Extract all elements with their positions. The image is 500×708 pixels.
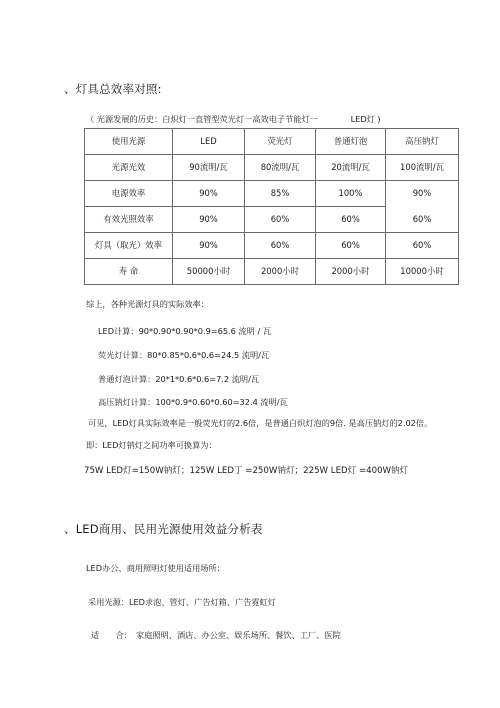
table-cell: 90% bbox=[173, 207, 245, 233]
table-cell: 90% bbox=[386, 181, 459, 207]
table-row bbox=[85, 207, 459, 233]
table-header-cell: 普通灯泡 bbox=[316, 129, 386, 155]
table-cell: 85% bbox=[245, 181, 316, 207]
calc-line-sodium: 高压钠灯计算：100*0.9*0.60*0.60=32.4 流明/瓦 bbox=[98, 397, 288, 407]
conclusion-text: 可见，LED灯具实际效率是一般荧光灯的2.6倍，是普通白炽灯泡的9倍. 是高压钠灯的2.02倍。 bbox=[88, 418, 433, 428]
table-cell: 60% bbox=[245, 207, 316, 233]
table-header-cell: LED bbox=[173, 129, 245, 155]
table-cell: 60% bbox=[245, 233, 316, 259]
power-intro: 即：LED灯钠灯之间功率可换算为： bbox=[86, 440, 217, 450]
table-cell: 90% bbox=[173, 233, 245, 259]
table-header-cell: 使用光源 bbox=[85, 129, 173, 155]
section1-heading: 、灯具总效率对照: bbox=[64, 82, 162, 96]
table-cell: 60% bbox=[386, 207, 459, 233]
section2-line3-label: 适 合： bbox=[91, 630, 132, 640]
section2-heading: 、LED商用、民用光源使用效益分析表 bbox=[64, 522, 263, 536]
calc-line-fluorescent: 荧光灯计算：80*0.85*0.6*0.6=24.5 流明/瓦 bbox=[98, 350, 270, 360]
table-row bbox=[85, 155, 459, 181]
power-conversion-line: 75W LED灯=150W钠灯；125W LED丁 =250W钠灯；225W LED灯 =400W钠灯 bbox=[84, 466, 409, 476]
table-cell: 60% bbox=[316, 207, 386, 233]
table-cell: 灯具（取光）效率 bbox=[85, 233, 173, 259]
section2-line1: LED办公、商用照明灯使用适用场所： bbox=[86, 563, 225, 573]
table-cell: 90流明/瓦 bbox=[173, 155, 245, 181]
efficiency-table bbox=[84, 128, 459, 285]
table-row bbox=[85, 181, 459, 207]
table-row bbox=[85, 233, 459, 259]
table-cell: 90% bbox=[173, 181, 245, 207]
calc-line-incandescent: 普通灯泡计算：20*1*0.6*0.6=7.2 流明/瓦 bbox=[98, 374, 260, 384]
table-cell: 有效光照效率 bbox=[85, 207, 173, 233]
calc-line-led: LED计算：90*0.90*0.90*0.9=65.6 流明 / 瓦 bbox=[98, 326, 272, 336]
table-header-cell: 荧光灯 bbox=[245, 129, 316, 155]
history-line: （ 光源发展的历史：白炽灯一直管型荧光灯一高效电子节能灯一 LED灯 ) bbox=[86, 114, 381, 124]
section2-line3-value: 家庭照明、酒店、办公室、娱乐场所、餐饮、工厂、医院 bbox=[136, 630, 341, 640]
table-cell: 寿 命 bbox=[85, 259, 173, 285]
table-cell: 50000小时 bbox=[173, 259, 245, 285]
table-cell: 80流明/瓦 bbox=[245, 155, 316, 181]
table-cell: 电源效率 bbox=[85, 181, 173, 207]
table-cell: 2000小时 bbox=[245, 259, 316, 285]
table-row bbox=[85, 259, 459, 285]
table-cell: 光源光效 bbox=[85, 155, 173, 181]
summary-text: 综上，各种光源灯具的实际效率： bbox=[86, 299, 209, 309]
table-header-cell: 高压钠灯 bbox=[386, 129, 459, 155]
section2-line2: 采用光源：LED求泡、管灯、广告灯箱、广告霓虹灯 bbox=[88, 597, 276, 607]
table-cell: 10000小时 bbox=[386, 259, 459, 285]
table-cell: 60% bbox=[316, 233, 386, 259]
table-header-row bbox=[85, 129, 459, 155]
table-cell: 100流明/瓦 bbox=[386, 155, 459, 181]
table-cell: 100% bbox=[316, 181, 386, 207]
table-cell: 20流明/瓦 bbox=[316, 155, 386, 181]
table-cell: 60% bbox=[386, 233, 459, 259]
table-cell: 2000小时 bbox=[316, 259, 386, 285]
